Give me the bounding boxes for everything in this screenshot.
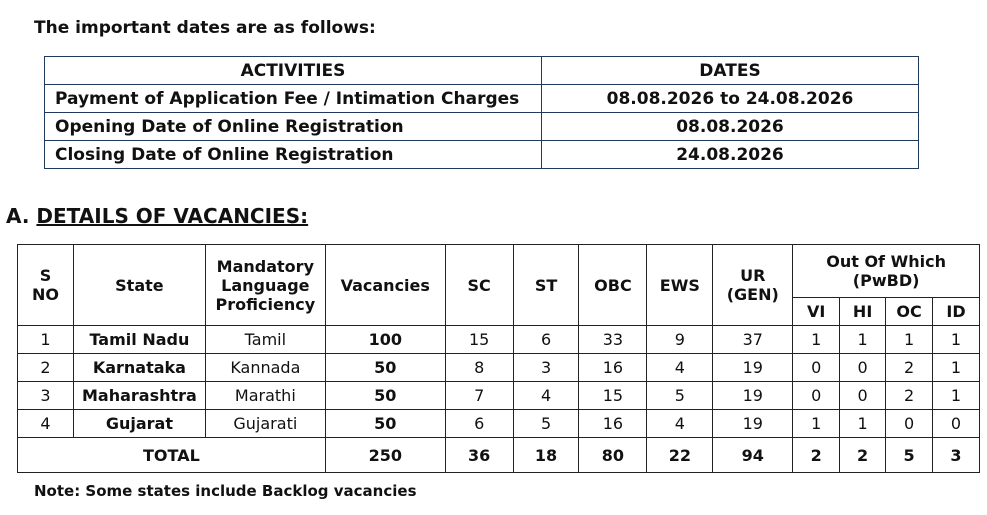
activity-cell: Closing Date of Online Registration — [45, 141, 542, 169]
language-header-line2: Language — [221, 275, 310, 295]
vi-cell: 1 — [793, 410, 840, 438]
state-cell: Tamil Nadu — [73, 326, 205, 354]
pwbd-header-line1: Out Of Which — [826, 252, 946, 271]
language-header-line3: Proficiency — [215, 294, 316, 314]
ur-cell: 19 — [713, 410, 793, 438]
hi-cell: 1 — [840, 410, 886, 438]
vacancies-header: Vacancies — [325, 245, 445, 326]
state-cell: Maharashtra — [73, 382, 205, 410]
vacancies-cell: 100 — [325, 326, 445, 354]
total-ur: 94 — [713, 438, 793, 473]
state-header: State — [73, 245, 205, 326]
sno-header-line2: NO — [31, 285, 59, 304]
total-vacancies: 250 — [325, 438, 445, 473]
table-row — [18, 326, 980, 354]
table-row — [18, 382, 980, 410]
ur-header — [713, 245, 793, 326]
pwbd-header-line2: (PwBD) — [852, 271, 920, 290]
sno-header — [18, 245, 74, 326]
section-heading — [6, 204, 308, 228]
hi-cell: 0 — [840, 382, 886, 410]
state-cell: Karnataka — [73, 354, 205, 382]
sno-header-line1: S — [39, 266, 52, 285]
obc-header: OBC — [579, 245, 647, 326]
ews-cell: 9 — [647, 326, 713, 354]
oc-cell: 1 — [886, 326, 933, 354]
table-row — [18, 410, 980, 438]
total-label: TOTAL — [18, 438, 326, 473]
total-obc: 80 — [579, 438, 647, 473]
id-cell: 0 — [933, 410, 980, 438]
ews-cell: 5 — [647, 382, 713, 410]
pwbd-header — [793, 245, 980, 298]
ews-cell: 4 — [647, 410, 713, 438]
language-cell: Gujarati — [205, 410, 325, 438]
table-row — [45, 113, 919, 141]
dates-header-row — [45, 57, 919, 85]
id-cell: 1 — [933, 354, 980, 382]
vi-header: VI — [793, 298, 840, 326]
hi-cell: 1 — [840, 326, 886, 354]
st-cell: 3 — [513, 354, 579, 382]
obc-cell: 16 — [579, 354, 647, 382]
ur-header-line1: UR — [740, 266, 766, 285]
oc-cell: 2 — [886, 382, 933, 410]
sno-cell: 4 — [18, 410, 74, 438]
total-ews: 22 — [647, 438, 713, 473]
sc-cell: 6 — [445, 410, 513, 438]
table-row — [45, 141, 919, 169]
vacancy-table — [17, 244, 980, 473]
st-header: ST — [513, 245, 579, 326]
date-cell: 08.08.2026 — [542, 113, 919, 141]
total-hi: 2 — [840, 438, 886, 473]
oc-cell: 0 — [886, 410, 933, 438]
vacancies-cell: 50 — [325, 354, 445, 382]
total-sc: 36 — [445, 438, 513, 473]
dates-header: DATES — [542, 57, 919, 85]
ur-cell: 19 — [713, 382, 793, 410]
ur-cell: 19 — [713, 354, 793, 382]
language-header — [205, 245, 325, 326]
st-cell: 6 — [513, 326, 579, 354]
id-header: ID — [933, 298, 980, 326]
oc-cell: 2 — [886, 354, 933, 382]
ur-cell: 37 — [713, 326, 793, 354]
activity-cell: Payment of Application Fee / Intimation Charges — [45, 85, 542, 113]
sno-cell: 3 — [18, 382, 74, 410]
section-prefix: A. — [6, 204, 30, 228]
total-oc: 5 — [886, 438, 933, 473]
hi-header: HI — [840, 298, 886, 326]
vi-cell: 1 — [793, 326, 840, 354]
obc-cell: 15 — [579, 382, 647, 410]
ews-header: EWS — [647, 245, 713, 326]
sc-cell: 7 — [445, 382, 513, 410]
vacancy-header-row — [18, 245, 980, 298]
important-dates-table — [44, 56, 919, 169]
obc-cell: 33 — [579, 326, 647, 354]
id-cell: 1 — [933, 326, 980, 354]
id-cell: 1 — [933, 382, 980, 410]
vacancies-cell: 50 — [325, 410, 445, 438]
language-cell: Kannada — [205, 354, 325, 382]
st-cell: 4 — [513, 382, 579, 410]
language-cell: Tamil — [205, 326, 325, 354]
total-id: 3 — [933, 438, 980, 473]
total-vi: 2 — [793, 438, 840, 473]
ews-cell: 4 — [647, 354, 713, 382]
sc-cell: 15 — [445, 326, 513, 354]
intro-text: The important dates are as follows: — [34, 18, 376, 38]
st-cell: 5 — [513, 410, 579, 438]
language-cell: Marathi — [205, 382, 325, 410]
section-title: DETAILS OF VACANCIES: — [36, 204, 309, 228]
table-row — [18, 354, 980, 382]
total-row — [18, 438, 980, 473]
footnote: Note: Some states include Backlog vacancies — [34, 482, 417, 500]
vacancies-cell: 50 — [325, 382, 445, 410]
total-st: 18 — [513, 438, 579, 473]
vi-cell: 0 — [793, 354, 840, 382]
sc-cell: 8 — [445, 354, 513, 382]
sno-cell: 1 — [18, 326, 74, 354]
obc-cell: 16 — [579, 410, 647, 438]
language-header-line1: Mandatory — [216, 256, 314, 276]
activity-cell: Opening Date of Online Registration — [45, 113, 542, 141]
hi-cell: 0 — [840, 354, 886, 382]
sc-header: SC — [445, 245, 513, 326]
oc-header: OC — [886, 298, 933, 326]
vi-cell: 0 — [793, 382, 840, 410]
table-row — [45, 85, 919, 113]
date-cell: 24.08.2026 — [542, 141, 919, 169]
ur-header-line2: (GEN) — [726, 285, 779, 304]
date-cell: 08.08.2026 to 24.08.2026 — [542, 85, 919, 113]
activities-header: ACTIVITIES — [45, 57, 542, 85]
state-cell: Gujarat — [73, 410, 205, 438]
sno-cell: 2 — [18, 354, 74, 382]
